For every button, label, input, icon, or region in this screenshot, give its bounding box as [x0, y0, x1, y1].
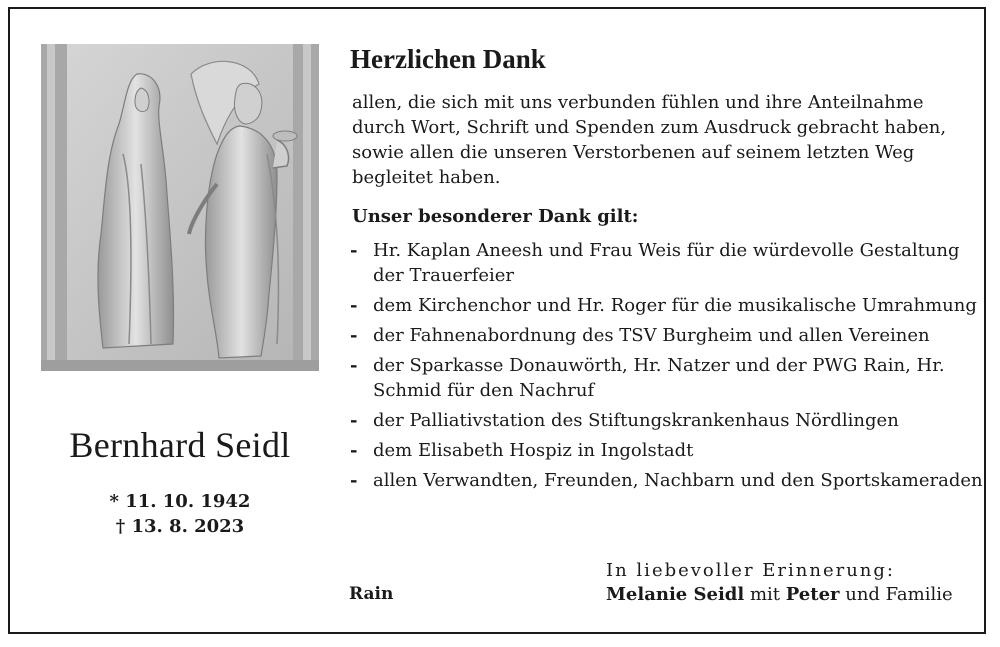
family-connector-1: mit: [744, 584, 786, 605]
bullet-dash: -: [350, 410, 358, 431]
stone-relief-icon: [41, 44, 319, 371]
thanks-text: der Sparkasse Donauwörth, Hr. Natzer und der PWG Rain, Hr. Schmid für den Nachruf: [373, 355, 945, 401]
thanks-item: [350, 323, 988, 348]
thanks-text: der Fahnenabordnung des TSV Burgheim und allen Vereinen: [373, 325, 930, 346]
closing-line: In liebevoller Erinnerung:: [606, 560, 895, 581]
thanks-text: dem Kirchenchor und Hr. Roger für die musikalische Umrahmung: [373, 295, 977, 316]
family-signature: [606, 584, 953, 605]
bullet-dash: -: [350, 295, 358, 316]
thanks-text: allen Verwandten, Freunden, Nachbarn und den Sportskameraden: [373, 470, 983, 491]
thanks-text: Hr. Kaplan Aneesh und Frau Weis für die würdevolle Gestaltung der Trauerfeier: [373, 240, 960, 286]
thanks-item: [350, 238, 988, 288]
birth-date: * 11. 10. 1942: [109, 491, 251, 512]
headline: Herzlichen Dank: [350, 44, 546, 74]
thanks-item: [350, 468, 988, 493]
thanks-item: [350, 438, 988, 463]
thanks-text: dem Elisabeth Hospiz in Ingolstadt: [373, 440, 694, 461]
thanks-text: der Palliativstation des Stiftungskrankenhaus Nördlingen: [373, 410, 899, 431]
family-connector-2: und Familie: [839, 584, 953, 605]
thanks-item: [350, 293, 988, 318]
bullet-dash: -: [350, 325, 358, 346]
relief-image: [41, 44, 319, 371]
family-name-1: Melanie Seidl: [606, 584, 745, 605]
thanks-item: [350, 353, 988, 403]
bullet-dash: -: [350, 470, 358, 491]
family-name-2: Peter: [785, 584, 840, 605]
deceased-name: Bernhard Seidl: [69, 425, 291, 465]
thanks-list: [350, 238, 983, 498]
intro-text: allen, die sich mit uns verbunden fühlen und ihre Anteilnahme durch Wort, Schrift und Spenden zum Ausdruck gebracht haben, sowie allen die unseren Verstorbenen auf seinem letzten Weg begleitet haben.: [352, 92, 947, 188]
death-date: † 13. 8. 2023: [115, 516, 245, 537]
place: Rain: [349, 584, 394, 604]
thanks-item: [350, 408, 988, 433]
bullet-dash: -: [350, 355, 358, 376]
special-thanks-heading: Unser besonderer Dank gilt:: [352, 206, 639, 227]
bullet-dash: -: [350, 440, 358, 461]
bullet-dash: -: [350, 240, 358, 261]
